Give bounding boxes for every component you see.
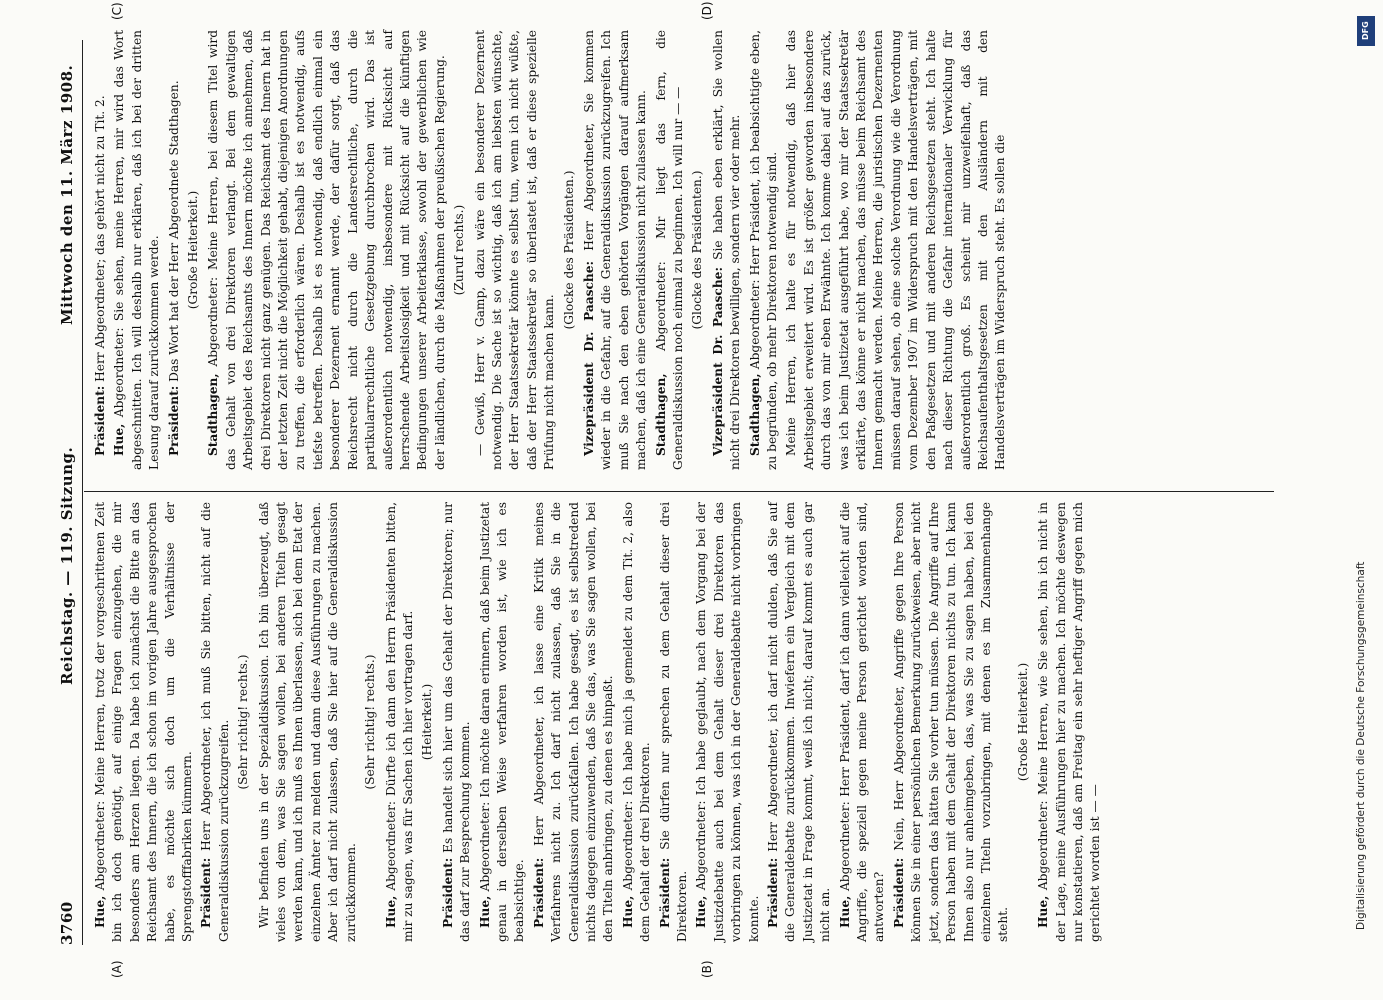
speaker-name: Präsident: bbox=[166, 385, 181, 456]
speech-paragraph bbox=[693, 502, 763, 942]
speech-paragraph bbox=[891, 502, 1013, 942]
margin-mark-d: (D) bbox=[700, 1, 714, 20]
speech-paragraph bbox=[383, 502, 418, 942]
right-column bbox=[92, 30, 1012, 470]
speech-text: Abgeordneter: Sie sehen, meine Herren, mir wird das Wort abgeschnitten. Ich will deshalb nur erklären, daß ich bei der dritten Lesung darauf zurückkommen werde. bbox=[112, 30, 162, 470]
speaker-name: Präsident: bbox=[440, 857, 455, 928]
speech-text: Abgeordneter: Ich habe geglaubt, nach dem Vorgang bei der Justizdebatte auch bei dem Gehalt dieser drei Direktoren das vorbringen zu können, was ich in der Generaldebatte nicht vorbringen konnte. bbox=[694, 502, 761, 942]
speech-paragraph bbox=[657, 502, 692, 942]
digitization-note: Digitalisierung gefördert durch die Deutsche Forschungsgemeinschaft bbox=[1355, 561, 1367, 930]
speech-paragraph bbox=[205, 30, 449, 470]
speech-paragraph bbox=[92, 30, 109, 470]
dfg-logo: DFG bbox=[1357, 16, 1375, 46]
speech-text: Abgeordneter: Dürfte ich dann den Herrn Präsidenten bitten, mir zu sagen, was für Sachen ich hier vortragen darf. bbox=[383, 502, 415, 942]
speaker-name: Stadthagen, bbox=[206, 373, 221, 456]
margin-mark-b: (B) bbox=[700, 960, 714, 978]
speech-text: Herr Abgeordneter, ich lasse eine Kritik meines Verfahrens nicht zu. Ich darf nicht zulassen, daß Sie in die Generaldiskussion zurückfallen. Ich habe gesagt, es ist selbstredend nichts dagegen einzuwenden, daß Sie das, was Sie sagen wollen, bei den Titeln anbringen, zu denen es hinpaßt. bbox=[531, 502, 616, 942]
speech-paragraph bbox=[710, 30, 745, 470]
speaker-name: Präsident: bbox=[93, 385, 107, 456]
stage-direction: (Große Heiterkeit.) bbox=[1015, 662, 1030, 782]
speaker-name: Präsident: bbox=[657, 857, 672, 928]
speaker-name: Präsident: bbox=[199, 857, 214, 928]
stage-direction: (Glocke des Präsidenten.) bbox=[690, 170, 705, 330]
speaker-name: Vizepräsident Dr. Paasche: bbox=[710, 267, 725, 456]
speech-text: Abgeordneter: Ich möchte daran erinnern, daß beim Justizetat genau in derselben Weise verfahren worden ist, wie ich es beabsichtige. bbox=[477, 502, 527, 942]
speech-text: Abgeordneter: Herr Präsident, darf ich dann vielleicht auf die Angriffe, die speziell gegen meine Person gerichtet worden sind, antworten? bbox=[837, 502, 887, 942]
speaker-name: Vizepräsident Dr. Paasche: bbox=[581, 260, 596, 456]
speech-text: Das Wort hat der Herr Abgeordnete Stadthagen. bbox=[166, 80, 181, 382]
stage-direction: (Zuruf rechts.) bbox=[452, 204, 467, 296]
stage-direction: (Glocke des Präsidenten.) bbox=[561, 170, 576, 330]
speech-paragraph bbox=[620, 502, 655, 942]
speech-text: Abgeordneter: Herr Präsident, ich beabsichtigte eben, zu begründen, ob mehr Direktoren notwendig sind. bbox=[747, 30, 780, 470]
speech-text: Herr Abgeordneter, ich darf nicht dulden, daß Sie auf die Generaldebatte zurückkommen. Inwiefern ein Vergleich mit dem Justizetat in Frage kommt, weiß ich nicht; darauf kommt es auch gar nicht an. bbox=[766, 502, 833, 942]
margin-mark-c: (C) bbox=[110, 2, 124, 20]
speech-text: Abgeordneter: Meine Herren, bei diesem Titel wird das Gehalt von drei Direktoren verlangt. Bei dem gewaltigen Arbeitsgebiet des Reichsamts des Innern möchte ich annehmen, daß drei Direktoren nicht ganz genügen. Das Reichsamt des Innern hat in der letzten Zeit nicht die Möglichkeit gehabt, diejenigen Anordnungen zu treffen, die erforderlich wären. Deshalb ist es notwendig, aufs tiefste betreffen. Deshalb ist es notwendig, daß endlich einmal ein besonderer Dezernent ernannt werde, der dafür sorgt, daß das Reichsrecht nicht durch die Landesrechtliche, durch die partikularrechtliche Gesetzgebung durchbrochen wird. Das ist außerordentlich notwendig, insbesondere mit Rücksicht auf herrschende Arbeitslosigkeit und mit Rücksicht auf die künftigen Bedingungen unserer Arbeiterklasse, sowohl der gewerblichen wie der ländlichen, durch die Maßnahmen der preußischen Regierung. bbox=[206, 30, 447, 470]
speech-text: — Gewiß, Herr v. Gamp, dazu wäre ein besonderer Dezernent notwendig. Die Sache ist so wichtig, daß ich am liebsten wünschte, der Herr Staatssekretär könnte es selbst tun, wenn ich nicht wüßte, daß der Herr Staatssekretär so überlastet ist, daß er diese spezielle Prüfung nicht machen kann. bbox=[472, 30, 557, 470]
speech-paragraph bbox=[653, 30, 688, 470]
page-header bbox=[58, 40, 80, 945]
digitization-sidenote bbox=[1355, 10, 1377, 990]
speech-text: Wir befinden uns in der Spezialdiskussion. Ich bin überzeugt, daß vieles von dem, was Sie sagen wollen, bei anderen Titeln gesagt werden kann, und ich muß es Ihnen überlassen, sich bei dem Etat der einzelnen Ämter zu melden und dann diese Ausführungen zu machen. Aber ich darf nicht zulassen, daß Sie hier auf die Generaldiskussion zurückkommen. bbox=[256, 502, 358, 942]
speaker-name: Hue, bbox=[477, 895, 492, 928]
right-running-title: Mittwoch den 11. März 1908. bbox=[58, 64, 76, 325]
stage-direction: (Heiterkeit.) bbox=[420, 683, 435, 761]
column-divider bbox=[84, 491, 1274, 492]
speaker-name: Präsident: bbox=[531, 857, 546, 928]
stage-direction: (Große Heiterkeit.) bbox=[186, 190, 201, 310]
speech-paragraph bbox=[747, 30, 782, 470]
speaker-name: Hue, bbox=[694, 895, 709, 928]
speaker-name: Hue, bbox=[383, 895, 398, 928]
speaker-name: Hue, bbox=[620, 895, 635, 928]
speaker-name: Hue, bbox=[112, 423, 127, 456]
speaker-name: Hue, bbox=[837, 895, 852, 928]
speech-text: Sie dürfen nur sprechen zu dem Gehalt dieser drei Direktoren. bbox=[657, 502, 689, 942]
speech-text: Abgeordneter: Meine Herren, trotz der vorgeschrittenen Zeit bin ich doch genötigt, auf einige Fragen einzugehen, die mir besonders am Herzen liegen. Da habe ich zunächst die Bitte an das Reichsamt des Innern, die ich schon im vorigen Jahre ausgesprochen habe, es möchte sich doch um die Verhältnisse der Sprengstofffabriken kümmern. bbox=[93, 502, 195, 942]
speech-text: Herr Abgeordneter; das gehört nicht zu Tit. 2. bbox=[93, 95, 107, 382]
speech-text: Sie haben eben erklärt, Sie wollen nicht drei Direktoren bewilligen, sondern vier oder mehr. bbox=[710, 30, 743, 470]
speech-text: Es handelt sich hier um das Gehalt der Direktoren; nur das darf zur Besprechung kommen. bbox=[440, 501, 473, 942]
speaker-name: Hue, bbox=[1036, 895, 1051, 928]
speech-paragraph bbox=[472, 30, 559, 470]
speech-text: Abgeordneter: Meine Herren, wie Sie sehen, bin ich nicht in der Lage, meine Ausführungen hier zu machen. Ich möchte deswegen nur konstatieren, daß am Freitag ein sehr heftiger Angriff gegen mich gerichtet worden ist — — bbox=[1036, 501, 1103, 942]
stage-direction: (Sehr richtig! rechts.) bbox=[236, 654, 251, 790]
speech-paragraph bbox=[477, 502, 529, 942]
speech-paragraph bbox=[581, 30, 651, 470]
margin-mark-a: (A) bbox=[110, 960, 124, 978]
speech-paragraph bbox=[198, 502, 233, 942]
speech-text: Abgeordneter: Mir liegt das fern, die Generaldiskussion noch einmal zu beginnen. Ich will nur — — bbox=[653, 29, 685, 470]
speech-paragraph bbox=[783, 30, 1009, 470]
speech-paragraph bbox=[765, 502, 835, 942]
speech-paragraph bbox=[837, 502, 889, 942]
speech-text: Meine Herren, ich halte es für notwendig, daß hier das Arbeitsgebiet erweitert wird. Es ist größer geworden insbesondere durch das von mir eben Erwähnte. Ich komme dabei auf das zurück, was ich beim Justizetat ausgeführt habe, wo mir der Staatssekretär erklärte, das könne er nicht machen, das müsse beim Reichsamt des Innern gemacht werden. Meine Herren, die juristischen Dezernenten müssen darauf sehen, ob eine solche Verordnung wie die Verordnung vom Dezember 1907 im Widerspruch mit den Handelsverträgen, mit den Paßgesetzen und mit anderen Reichsgesetzen steht. Ich halte nach dieser Richtung die Gefahr internationaler Verwicklung für außerordentlich groß. Es scheint mir unzweifelhaft, daß das Reichsaufenthaltsgesetzen mit den Ausländern mit den Handelsverträgen im Widerspruch steht. Es sollen die bbox=[784, 30, 1008, 470]
left-running-title: Reichstag. — 119. Sitzung. bbox=[58, 446, 76, 685]
speech-paragraph bbox=[111, 30, 163, 470]
speech-paragraph bbox=[440, 502, 475, 942]
speech-text: Herr Abgeordneter, Sie kommen wieder in die Gefahr, auf die Generaldiskussion zurückzugreifen. Ich muß Sie nach den eben gehörten Vorgängen darauf aufmerksam machen, daß ich eine Generaldiskussion nicht zulassen kann. bbox=[581, 30, 649, 470]
speech-paragraph bbox=[92, 502, 196, 942]
speech-paragraph bbox=[166, 30, 183, 470]
speaker-name: Präsident: bbox=[891, 857, 906, 928]
speech-paragraph bbox=[256, 502, 360, 942]
speech-text: Abgeordneter: Ich habe mich ja gemeldet zu dem Tit. 2, also dem Gehalt der drei Direktoren. bbox=[620, 502, 653, 942]
header-rule bbox=[82, 40, 83, 945]
page-number: 3760 bbox=[58, 901, 76, 945]
speech-paragraph bbox=[531, 502, 618, 942]
speaker-name: Präsident: bbox=[766, 857, 781, 928]
speech-paragraph bbox=[1035, 502, 1105, 942]
speaker-name: Hue, bbox=[93, 895, 107, 928]
speaker-name: Stadthagen, bbox=[653, 373, 668, 456]
speech-text: Nein, Herr Abgeordneter, Angriffe gegen Ihre Person können Sie in einer persönlichen Bemerkung zurückweisen, aber nicht jetzt, sondern das hätten Sie vorher tun müssen. Die Angriffe auf Ihre Person haben mit dem Gehalt der Direktoren nichts zu tun. Ich kann Ihnen also nur anheimgeben, das, was Sie zu sagen haben, bei den einzelnen Titeln vorzubringen, mit denen es im Zusammenhange steht. bbox=[891, 502, 1011, 942]
speech-text: Herr Abgeordneter, ich muß Sie bitten, nicht auf die Generaldiskussion zurückzugreifen. bbox=[199, 502, 231, 942]
stage-direction: (Sehr richtig! rechts.) bbox=[363, 654, 378, 790]
left-column bbox=[92, 502, 1107, 942]
speaker-name: Stadthagen, bbox=[747, 373, 762, 456]
